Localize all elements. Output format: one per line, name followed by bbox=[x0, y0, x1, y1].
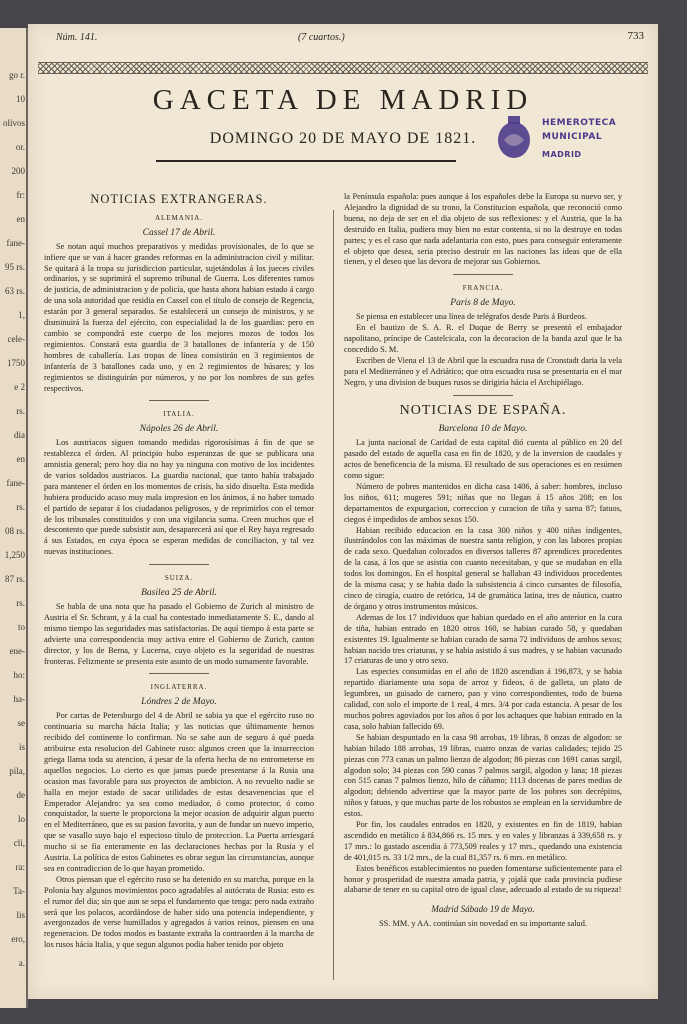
dateline: Nápoles 26 de Abril. bbox=[139, 424, 219, 435]
column-divider bbox=[333, 210, 334, 980]
previous-page-fragment: lo bbox=[17, 814, 25, 824]
separator-rule bbox=[149, 564, 209, 565]
foreign-news-title: NOTICIAS EXTRANGERAS. bbox=[90, 192, 268, 206]
issue-number: Núm. 141. bbox=[56, 32, 98, 43]
library-stamp bbox=[490, 112, 655, 176]
article-paragraph: Se notan aquí muchos preparativos y medidas provisionales, de lo que se infiere que se van á hacer grandes reformas en la administracion civil y militar. Se quitará á la tropa su jurisdiccion particular, sujetándolas á los jueces civiles ordinarios, y se suprimirá el supremo tribunal de Guerra. Los diferentes ramos de justicia, de administracion y de policía, que hasta ahora habian estado á cargo de una sola autoridad que residia en Cassel con el título de consejo de Regencia, estarán por 3 general separados. Se establecerá un consejo de ministros, y se disminuirá la fuerza del ejército, con especialidad la de los guardias: pero en cambio se compondrá este cuerpo de los mejores mozos de todos los regimientos. Constará esta guardia de 3 batallones de infantería y de 150 hombres de caballería. Las tropas de línea consistirán en 3 regimientos de infantería de 3 batallones cada uno, y en 2 regimientos de húsares; y los regimientos se distinguirán por números, y no por los nombres de sus gefes respectivos. bbox=[44, 241, 314, 393]
france-block bbox=[344, 283, 622, 388]
previous-page-fragment: ho: bbox=[13, 670, 25, 680]
previous-page-fragment: cele- bbox=[7, 334, 25, 344]
previous-page-fragment: olivos bbox=[2, 118, 25, 128]
country-heading: FRANCIA. bbox=[462, 284, 504, 293]
england-block bbox=[44, 682, 314, 951]
previous-page-fragment: go r. bbox=[8, 70, 25, 80]
stamp-line-3: MADRID bbox=[542, 150, 582, 159]
previous-page-fragment: dia bbox=[14, 430, 25, 440]
previous-page-fragment: 1, bbox=[18, 310, 25, 320]
previous-page-fragment: cli, bbox=[13, 838, 25, 848]
previous-page-fragment: de bbox=[16, 790, 25, 800]
page-header bbox=[28, 30, 658, 48]
italy-block bbox=[44, 409, 314, 558]
country-heading: ALEMANIA. bbox=[154, 213, 204, 222]
newspaper-page bbox=[28, 24, 658, 999]
article-paragraph: Otros piensan que el egército ruso se ha detenido en su marcha, porque en la Polonia hay algunos movimientos poco agradables al autócrata de Rusia: esto es el rumor del dia; sin que aun se sepa el fundamento que tenga: pero nada extraño será que los polacos, acordándose de haber sido una potencia independiente, y avergonzados de verse humillados y agregados á varios reinos, piensen en una regeneracion. De todos modos es bastante extraña la contraorden á la marcha de los rusos hácia Italia, y que segun algunos podia haber tenido por objeto bbox=[44, 874, 314, 950]
previous-page-fragment: lis bbox=[16, 910, 25, 920]
dateline: Paris 8 de Mayo. bbox=[450, 298, 516, 309]
left-column bbox=[44, 192, 314, 951]
article-paragraph: Se habla de una nota que ha pasado el Gobierno de Zurich al ministro de Austria el Sr. Schrant, y á la cual ha contestado inmediatamente S. E., dando al mismo tiempo las seguridades mas satisfactorias. De aquí tiempo á esta parte se advierte una correspondencia muy activa entre el Gobierno de Zurich, canton director, y los de Berna, y Lucerna, cuyo objeto es la seguridad de nuestras fronteras. Felizmente se presenta este asunto de un modo sumamente favorable. bbox=[44, 602, 314, 666]
article-paragraph: Estos benéficos establecimientos no pueden fomentarse suficientemente para el honor y prosperidad de nuestra amada patria, y ¡ojalá que cada provincia pudiese alabarse de tener en su capital otro de igual clase, adecuado al estado de su riqueza! bbox=[344, 863, 622, 895]
stamp-line-2: MUNICIPAL bbox=[542, 132, 603, 142]
country-heading: ITALIA. bbox=[163, 410, 195, 419]
article-paragraph: Los austriacos siguen tomando medidas rigorosísimas á fin de que se restablezca el órden. Al principio hubo esperanzas de que se publicara una amnistía general; pero hoy dia no hay ya ninguna con motivo de los incidentes de varios soldados austriacos. La guardia nacional, que tanto había trabajado para mantener el órden en los momentos de crisis, ha sido disuelta. Esta medida hubiera producido acaso muy mala impresion en los ánimos, á no haber tomado el partido de separar á los ciudadanos peligrosos, y de reprimirlos con el temor de los tribunales constituidos y con una vigilancia suma. Creen muchos que el descontento que puede subsistir aun, desaparecerá así que el Rey haya regresado á sus Estados, en cuya época se esperan medidas de conciliacion, y tal vez nuevas instituciones. bbox=[44, 438, 314, 557]
previous-page-fragment: rs. bbox=[16, 502, 25, 512]
masthead-date: DOMINGO 20 DE MAYO DE 1821. bbox=[209, 130, 477, 147]
article-paragraph: Se piensa en establecer una línea de telégrafos desde Paris á Burdeos. bbox=[356, 312, 587, 322]
switzerland-block bbox=[44, 573, 314, 667]
article-paragraph: Por fin, los caudales entrados en 1820, y existentes en fin de 1819, habian ascendido en metálico á 834,866 rs. 15 mrs. y en vales y libranzas á 339,658 rs. y 17 mrs.: lo gastado ascendia á 773,509 reales y 17 mrs., quedando una existencia de 401,015 rs. 33 1/2 mrs., de la cual 81,357 rs. 6 mrs. en metálico. bbox=[344, 820, 622, 862]
article-paragraph: Las especies consumidas en el año de 1820 ascendian á 196,873, y se habia repartido diariamente una sopa de arroz y fideos, ó de galleta, un plato de legumbres, un guisado de carnero, pan y vino correspondientes, todo de buena calidad, con solo el importe de 1 real, 4 mrs. 3/4 por cada estancia. A pesar de los muchos pobres agoviados por los años ó por los achaques que habian entrado en la casa, solo habian fallecido 69. bbox=[344, 667, 622, 731]
stamp-line-1: HEMEROTECA bbox=[542, 118, 617, 128]
dateline: Basilea 25 de Abril. bbox=[141, 588, 217, 599]
previous-page-fragment: en bbox=[16, 454, 25, 464]
dateline: Cassel 17 de Abril. bbox=[142, 227, 216, 238]
article-paragraph: La junta nacional de Caridad de esta capital dió cuenta al público en 20 del pasado del estado de aquella casa en fin de 1820, y de la inversion de caudales y actos de beneficencia de la misma. El resultado de sus operaciones es en resúmen como sigue: bbox=[344, 438, 622, 481]
previous-page-edge bbox=[0, 28, 28, 1008]
issue-price: (7 cuartos.) bbox=[298, 32, 345, 43]
masthead-rule bbox=[156, 160, 456, 162]
ornamental-border bbox=[38, 62, 648, 74]
separator-rule bbox=[453, 274, 513, 275]
dateline: Barcelona 10 de Mayo. bbox=[438, 424, 528, 435]
previous-page-fragment: ra: bbox=[15, 862, 25, 872]
separator-rule bbox=[149, 400, 209, 401]
country-heading: SUIZA. bbox=[164, 574, 194, 583]
germany-block bbox=[44, 213, 314, 395]
previous-page-fragment: to bbox=[17, 622, 25, 632]
previous-page-fragment: 08 rs. bbox=[5, 526, 25, 536]
previous-page-fragment: ero, bbox=[11, 934, 25, 944]
previous-page-fragment: fane- bbox=[6, 238, 25, 248]
article-paragraph: En el bautizo de S. A. R. el Duque de Berry se presentó el embajador napolitano, príncipe de Castelcicala, con la decoracion de la banda azul que le ha concedido S. M. bbox=[344, 323, 622, 354]
article-paragraph: Habian recibido educacion en la casa 300 niños y 400 niñas indigentes, ilustrándolos con las máximas de nuestra santa religion, y con las labores propias de cada sexo. Quedaban colocados en diversos talleres 87 aprendices procedentes de la casa, á los que se asistia con cuanto necesitaban, y que se mudaban en ella todos los domingos. En el hospital general se hallaban 43 individuos procedentes de la misma casa; y se habia dado la subsistencia á cinco cursantes de filosofía, cinco de cirugía, cuatro de retórica, 14 de gramática latina, tres de náutica, cuatro de órgano y otros instrumentos músicos. bbox=[344, 525, 622, 611]
stamp-crest-icon bbox=[494, 114, 534, 160]
article-paragraph: Número de pobres mantenidos en dicha casa 1406, á saber: hombres, incluso los niños, 611; mugeres 591; niñas que no llegan á 15 años 208; en los departamentos de expurgacion, correccion y curacion de tiña y sarna 87; fatuos, ciegos é impedidos de ambos sexos 150. bbox=[344, 481, 622, 524]
article-paragraph: Escriben de Viena el 13 de Abril que la escuadra rusa de Cronstadt daria la vela para el Mediterráneo y el Adriático; que otra escuadra rusa se presentaria en el mar Negro, y una division de buques rusos se dirigiria hácia el Archipiélago. bbox=[344, 355, 622, 387]
spain-news-title: NOTICIAS DE ESPAÑA. bbox=[399, 402, 567, 418]
right-column bbox=[344, 192, 622, 930]
previous-page-fragment: a. bbox=[18, 958, 25, 968]
dateline: Lóndres 2 de Mayo. bbox=[141, 697, 217, 708]
previous-page-fragment: 1,250 bbox=[4, 550, 25, 560]
country-heading: INGLATERRA. bbox=[150, 683, 208, 692]
previous-page-fragment: fr: bbox=[16, 190, 25, 200]
article-paragraph: la Península española: pues aunque á los españoles debe la Europa su nuevo ser, y Alejandro la dignidad de su trono, la Constitucion española, que reconoció como buena, no deja de ser en el dia objeto de sus reflexiones: y el Austria, que la ha destruido en Italia, pudiera muy bien no estar contenta, si no la destruye en todas partes; y es el caso que nada adelantaria con esto, pues para conseguir enteramente el objeto que desea, seria preciso destruir en las naciones las ideas que de ella tienen, y el deseo que las devora de mejorar sus Gobiernos. bbox=[344, 192, 622, 267]
previous-page-fragment: pila, bbox=[9, 766, 25, 776]
previous-page-fragment: Ta- bbox=[13, 886, 25, 896]
previous-page-fragment: 1750 bbox=[7, 358, 25, 368]
previous-page-fragment: se bbox=[17, 718, 25, 728]
previous-page-fragment: or. bbox=[15, 142, 25, 152]
previous-page-fragment: 10 bbox=[16, 94, 25, 104]
previous-page-fragment: e 2 bbox=[14, 382, 25, 392]
previous-page-fragment: 63 rs. bbox=[5, 286, 25, 296]
page-number: 733 bbox=[627, 30, 644, 42]
previous-page-fragment: en bbox=[16, 214, 25, 224]
separator-rule bbox=[149, 673, 209, 674]
article-paragraph: Por cartas de Petersburgo del 4 de Abril se sabia ya que el egército ruso no continuaria su marcha hácia Italia; y las noticias que últimamente hemos recibido del continente lo confirman. No se sabe aun de seguro á qué pueda atribuirse esta resolucion del Gabinete ruso: algunos creen que la insurreccion griega llama toda su atencion, á pesar de la oferta hecha de no entrometerse en aquellos negocios. Lo cierto es que jamas puede presentarse á la Rusia una ocasion mas favorable para sus proyectos de ambicion. A no revuelto nadie se halla en mejor estado de sacar utilidades de estas desavenencias que el Emperador Alejandro: ya sea como mediador, ó como protector, ó como conquistador, la suerte le proporciona la mejor ocasion de adquirir algun puerto en el Mediterráneo, que es su pasion favorita, y aun de fundar un nuevo imperio, que se vasallo suyo bajo el especioso título de proteccion. La Puerta arriesgará mucho si se fia enteramente en las declaraciones hechas por la Rusia y el Austria. La política de estos Gabinetes es obrar segun las circunstancias, aunque sea en contradiccion de lo que hayan prometido. bbox=[44, 711, 314, 873]
previous-page-fragment: fane- bbox=[6, 478, 25, 488]
previous-page-fragment: 200 bbox=[11, 166, 25, 176]
previous-page-fragment: ene- bbox=[9, 646, 25, 656]
separator-rule bbox=[453, 395, 513, 396]
article-paragraph: Se habian despuntado en la casa 98 arrobas, 19 libras, 8 onzas de algodon: se habian hilado 188 arrobas, 19 libras, cuatro onzas de varias calidades; tejido 25 piezas con 773 canas un palmo lienzo de algodon; 86 piezas con 1691 canas sargil, algodon solo; 34 piezas con 590 canas 7 palmos sargil, algodon y lana; 18 piezas con 515 canas 7 palmos lienzo, hilo de cáñamo; 1113 docenas de pares medias de algodon; debiendo advertirse que la mayor parte de los pobres son decrépitos, niños y fatuos, y que muchas parte de los robustos se emplean en la servidumbre de estos. bbox=[344, 732, 622, 819]
spain-block bbox=[344, 402, 622, 931]
masthead-title: GACETA DE MADRID bbox=[152, 84, 534, 116]
closing-note: SS. MM. y AA. continúan sin novedad en su importante salud. bbox=[379, 919, 587, 929]
article-paragraph: Ademas de los 17 individuos que habian quedado en el año anterior en la cura de tiña, habian entrado en 1820 otros 160, se habian curado 58, y quedaban existentes 19. Igualmente se habian curado de sarna 72 individuos de ambos sexos; habian nacido tres criaturas, y se habia asistido á sus madres, y se habian vacunado 17 criaturas de uno y otro sexo. bbox=[344, 612, 622, 666]
previous-page-fragment: rs. bbox=[16, 598, 25, 608]
previous-page-fragment: 87 rs. bbox=[5, 574, 25, 584]
signoff-dateline: Madrid Sábado 19 de Mayo. bbox=[431, 904, 535, 915]
previous-page-fragment: 95 rs. bbox=[5, 262, 25, 272]
previous-page-fragment: is bbox=[18, 742, 25, 752]
previous-page-fragment: ha- bbox=[13, 694, 25, 704]
previous-page-fragment: rs. bbox=[16, 406, 25, 416]
